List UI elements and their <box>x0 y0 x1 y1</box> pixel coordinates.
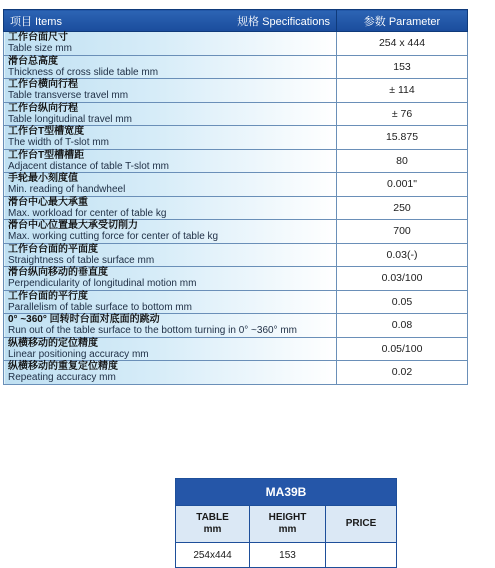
spec-item-en: Table transverse travel mm <box>8 90 129 102</box>
spec-item-en: Linear positioning accuracy mm <box>8 348 149 360</box>
spec-value: 254 x 444 <box>337 32 468 56</box>
spec-item-en: Max. working cutting force for center of table kg <box>8 231 219 243</box>
spec-item-en: The width of T-slot mm <box>8 137 109 149</box>
spec-header-row <box>4 10 468 32</box>
model-header-height-line1: HEIGHT <box>268 512 307 523</box>
model-header-table-line1: TABLE <box>196 512 229 523</box>
spec-item-zh: 滑台中心最大承重 <box>8 196 88 208</box>
spec-row <box>4 102 468 126</box>
spec-value: 700 <box>337 220 468 244</box>
spec-item-zh: 纵横移动的重复定位精度 <box>8 361 118 373</box>
spec-item-cell <box>4 126 337 150</box>
spec-row <box>4 173 468 197</box>
spec-item-cell <box>4 102 337 126</box>
spec-item-cell <box>4 361 337 385</box>
spec-row <box>4 79 468 103</box>
spec-value: 0.03(-) <box>337 243 468 267</box>
spec-item-zh: 工作台纵向行程 <box>8 102 78 114</box>
spec-item-zh: 手轮最小刻度值 <box>8 173 78 185</box>
spec-item-cell <box>4 243 337 267</box>
spec-item-zh: 工作台T型槽宽度 <box>8 126 85 138</box>
spec-item-cell <box>4 32 337 56</box>
spec-item-en: Straightness of table surface mm <box>8 254 155 266</box>
spec-item-en: Parallelism of table surface to bottom mm <box>8 301 192 313</box>
spec-value: ± 114 <box>337 79 468 103</box>
spec-value: 80 <box>337 149 468 173</box>
spec-item-zh: 滑台中心位置最大承受切削力 <box>8 220 138 232</box>
spec-row <box>4 196 468 220</box>
model-header-height-line2: mm <box>278 524 297 535</box>
spec-value: 0.03/100 <box>337 267 468 291</box>
spec-value: 0.08 <box>337 314 468 338</box>
spec-row <box>4 55 468 79</box>
model-header-table <box>176 506 250 543</box>
spec-item-zh: 0° ~360° 回转时台面对底面的跳动 <box>8 314 160 326</box>
spec-row <box>4 126 468 150</box>
spec-value: 153 <box>337 55 468 79</box>
spec-item-cell <box>4 55 337 79</box>
spec-item-cell <box>4 79 337 103</box>
spec-item-en: Adjacent distance of table T-slot mm <box>8 160 170 172</box>
spec-item-zh: 工作台横向行程 <box>8 79 78 91</box>
specification-table <box>3 9 468 385</box>
model-title: MA39B <box>176 479 397 506</box>
spec-item-en: Repeating accuracy mm <box>8 372 116 384</box>
spec-item-en: Run out of the table surface to the bottom turning in 0° ~360° mm <box>8 325 297 337</box>
spec-item-cell <box>4 290 337 314</box>
spec-item-en: Min. reading of handwheel <box>8 184 126 196</box>
spec-item-cell <box>4 220 337 244</box>
spec-value: 0.05/100 <box>337 337 468 361</box>
spec-item-en: Perpendicularity of longitudinal motion mm <box>8 278 197 290</box>
spec-value: 15.875 <box>337 126 468 150</box>
parameter-header: 参数 Parameter <box>337 10 468 32</box>
model-header-price: PRICE <box>326 506 397 543</box>
spec-value: 0.02 <box>337 361 468 385</box>
specifications-label: 规格 Specifications <box>237 15 330 28</box>
spec-value: 0.05 <box>337 290 468 314</box>
spec-item-cell <box>4 149 337 173</box>
spec-item-zh: 纵横移动的定位精度 <box>8 337 98 349</box>
spec-item-en: Thickness of cross slide table mm <box>8 66 159 78</box>
spec-row <box>4 220 468 244</box>
spec-value: 0.001" <box>337 173 468 197</box>
spec-item-zh: 工作台面的平行度 <box>8 290 88 302</box>
spec-row <box>4 290 468 314</box>
spec-item-cell <box>4 337 337 361</box>
model-header-table-line2: mm <box>203 524 222 535</box>
model-header-height <box>250 506 326 543</box>
spec-row <box>4 149 468 173</box>
spec-row <box>4 243 468 267</box>
spec-row <box>4 314 468 338</box>
spec-item-zh: 工作台面尺寸 <box>8 32 68 44</box>
spec-row <box>4 337 468 361</box>
spec-item-zh: 滑台纵向移动的垂直度 <box>8 267 108 279</box>
spec-item-en: Table longitudinal travel mm <box>8 113 132 125</box>
spec-item-zh: 工作台台面的平面度 <box>8 243 98 255</box>
spec-item-cell <box>4 196 337 220</box>
model-table <box>175 478 397 568</box>
spec-item-cell <box>4 173 337 197</box>
model-value-height: 153 <box>250 543 326 568</box>
spec-row <box>4 267 468 291</box>
spec-item-zh: 滑台总高度 <box>8 55 58 67</box>
model-value-table: 254x444 <box>176 543 250 568</box>
items-label: 项目 Items <box>10 15 62 28</box>
spec-value: 250 <box>337 196 468 220</box>
spec-value: ± 76 <box>337 102 468 126</box>
spec-item-cell <box>4 267 337 291</box>
model-value-price <box>326 543 397 568</box>
spec-row <box>4 361 468 385</box>
spec-item-en: Table size mm <box>8 43 72 55</box>
spec-row <box>4 32 468 56</box>
spec-item-en: Max. workload for center of table kg <box>8 207 167 219</box>
spec-item-cell <box>4 314 337 338</box>
spec-item-zh: 工作台T型槽槽距 <box>8 149 85 161</box>
items-specifications-header <box>4 10 337 32</box>
